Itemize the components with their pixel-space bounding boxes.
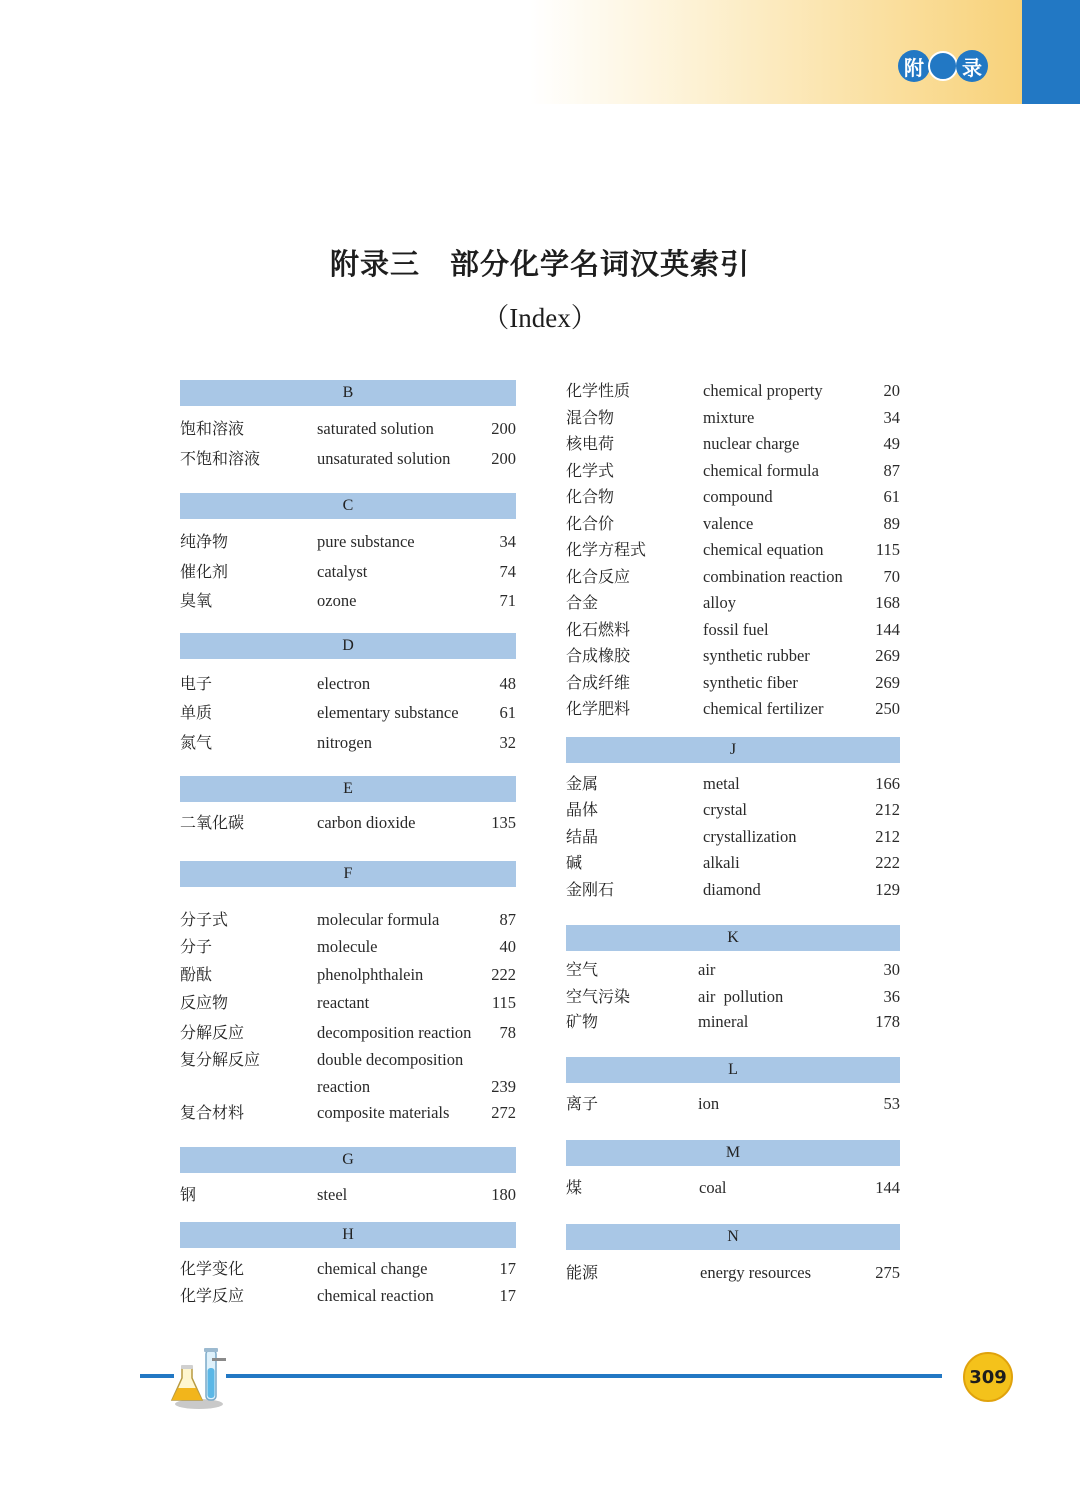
entry-zh: 核电荷 (566, 434, 615, 453)
index-group-g (180, 1147, 516, 1209)
entry-en: alkali (703, 853, 740, 872)
letter-bar: K (566, 925, 900, 951)
entry-zh: 空气污染 (566, 986, 631, 1006)
entry-en: coal (699, 1177, 727, 1197)
entry-en: phenolphthalein (317, 964, 424, 984)
letter-bar: M (566, 1140, 900, 1166)
entry-zh: 分解反应 (180, 1022, 245, 1042)
entry-page: 269 (875, 672, 900, 692)
footer-rule (226, 1374, 942, 1378)
index-column-left (180, 378, 516, 1309)
entry-page: 144 (875, 619, 900, 639)
index-entry (566, 797, 900, 824)
appendix-section-tab (898, 50, 988, 82)
page-title: 附录三 部分化学名词汉英索引 (329, 247, 750, 281)
entry-zh: 复合材料 (180, 1103, 245, 1122)
entry-en: chemical equation (703, 540, 824, 559)
entry-zh: 复分解反应 (180, 1050, 261, 1069)
entry-page: 87 (499, 909, 516, 929)
entry-zh: 空气 (566, 960, 599, 979)
letter-bar: G (180, 1147, 516, 1173)
index-entry (180, 446, 516, 473)
entry-en: composite materials (317, 1103, 450, 1122)
letter-bar: F (180, 861, 516, 887)
entry-en: valence (703, 513, 754, 533)
entry-en: diamond (703, 879, 761, 899)
index-group-h (180, 1222, 516, 1309)
letter-bar: J (566, 737, 900, 763)
index-entry (180, 529, 516, 556)
entry-zh: 酚酞 (180, 964, 213, 984)
entry-zh: 金属 (566, 773, 599, 793)
index-entry (566, 511, 900, 538)
entry-zh: 能源 (566, 1263, 599, 1282)
header-blue-strip (1022, 0, 1080, 104)
entry-en: double decomposition reaction (317, 1050, 464, 1096)
index-entry (566, 643, 900, 670)
index-group-m (566, 1140, 900, 1202)
index-group-l (566, 1057, 900, 1118)
entry-en: energy resources (700, 1263, 812, 1282)
entry-en: nitrogen (317, 732, 372, 752)
index-entry (180, 588, 516, 615)
index-entry (180, 700, 516, 727)
entry-en: mixture (703, 407, 755, 427)
entry-page: 135 (491, 813, 516, 832)
index-entry (566, 590, 900, 617)
index-entry (566, 850, 900, 877)
lab-flask-icon (168, 1344, 230, 1410)
entry-en: unsaturated solution (317, 448, 451, 468)
entry-en: chemical property (703, 381, 823, 400)
index-entry (180, 1047, 516, 1100)
index-entry (180, 671, 516, 698)
entry-en: nuclear charge (703, 434, 800, 453)
index-entry (566, 670, 900, 697)
entry-zh: 混合物 (566, 407, 615, 427)
entry-en: crystal (703, 800, 747, 819)
entry-page: 74 (499, 561, 516, 581)
tab-dot-icon (928, 51, 958, 81)
entry-page: 78 (499, 1022, 516, 1042)
entry-en: chemical formula (703, 460, 819, 480)
index-entry (566, 771, 900, 798)
letter-bar: N (566, 1224, 900, 1250)
entry-en: chemical reaction (317, 1285, 434, 1305)
entry-page: 115 (491, 993, 516, 1012)
tab-char-1: 附 (898, 50, 930, 82)
entry-page: 34 (883, 407, 900, 427)
index-group-j (566, 737, 900, 904)
entry-zh: 化石燃料 (566, 619, 631, 639)
entry-en: electron (317, 673, 371, 693)
entry-en: alloy (703, 593, 736, 612)
index-entry (566, 824, 900, 851)
entry-zh: 氮气 (180, 732, 213, 752)
entry-page: 34 (499, 532, 516, 551)
entry-zh: 反应物 (180, 993, 229, 1012)
letter-bar: H (180, 1222, 516, 1248)
tab-char-2: 录 (956, 50, 988, 82)
entry-en: steel (317, 1184, 348, 1204)
entry-en: catalyst (317, 561, 368, 581)
entry-page: 115 (875, 540, 900, 559)
index-entry (566, 1175, 900, 1202)
letter-bar: E (180, 776, 516, 802)
entry-en: molecule (317, 937, 378, 956)
entry-en: synthetic rubber (703, 646, 810, 665)
entry-zh: 矿物 (566, 1011, 599, 1031)
entry-page: 222 (491, 964, 516, 984)
entry-zh: 煤 (566, 1177, 583, 1197)
entry-zh: 化学肥料 (566, 699, 631, 718)
entry-en: pure substance (317, 532, 415, 551)
entry-en: carbon dioxide (317, 813, 416, 832)
index-entry (566, 378, 900, 405)
entry-en: metal (703, 773, 740, 793)
entry-page: 239 (491, 1076, 516, 1096)
entry-zh: 单质 (180, 703, 213, 722)
index-entry (566, 537, 900, 564)
index-entry (566, 484, 900, 511)
entry-page: 272 (491, 1103, 516, 1122)
entry-en: ion (698, 1094, 720, 1113)
entry-en: synthetic fiber (703, 672, 798, 692)
entry-page: 17 (499, 1259, 516, 1278)
entry-zh: 化学方程式 (566, 540, 647, 559)
index-entry (180, 1256, 516, 1283)
index-group-h-continued (566, 378, 900, 723)
entry-zh: 催化剂 (180, 561, 229, 581)
entry-zh: 结晶 (566, 826, 599, 846)
entry-zh: 化学反应 (180, 1285, 245, 1305)
index-entry (566, 1091, 900, 1118)
index-entry (180, 934, 516, 961)
entry-zh: 化合反应 (566, 566, 631, 586)
entry-page: 70 (883, 566, 900, 586)
entry-page: 48 (499, 673, 516, 693)
entry-zh: 臭氧 (180, 591, 213, 610)
index-group-e (180, 776, 516, 837)
index-entry (566, 984, 900, 1009)
entry-zh: 碱 (566, 853, 583, 872)
entry-page: 269 (875, 646, 900, 665)
entry-page: 71 (499, 591, 516, 610)
index-entry (180, 962, 516, 989)
index-entry (566, 405, 900, 432)
index-entry (566, 617, 900, 644)
entry-en: fossil fuel (703, 619, 769, 639)
index-group-f (180, 861, 516, 1127)
entry-zh: 饱和溶液 (180, 419, 245, 438)
entry-page: 275 (875, 1263, 900, 1282)
index-entry (180, 907, 516, 934)
index-entry (180, 730, 516, 757)
entry-zh: 纯净物 (180, 532, 229, 551)
entry-en: saturated solution (317, 419, 434, 438)
index-entry (180, 1283, 516, 1310)
entry-en: reactant (317, 993, 370, 1012)
entry-en: crystallization (703, 826, 797, 846)
letter-bar: L (566, 1057, 900, 1083)
letter-bar: D (180, 633, 516, 659)
entry-zh: 化合价 (566, 513, 615, 533)
page-number-badge: 309 (963, 1352, 1013, 1402)
entry-en: chemical fertilizer (703, 699, 824, 718)
entry-en: chemical change (317, 1259, 428, 1278)
entry-zh: 化学式 (566, 460, 615, 480)
entry-page: 17 (499, 1285, 516, 1305)
entry-page: 36 (883, 986, 900, 1006)
index-group-c (180, 493, 516, 615)
entry-page: 40 (499, 937, 516, 956)
index-entry (180, 990, 516, 1017)
index-group-k (566, 925, 900, 1035)
entry-zh: 合金 (566, 593, 599, 612)
entry-page: 20 (883, 381, 900, 400)
entry-page: 87 (883, 460, 900, 480)
index-entry (180, 1020, 516, 1047)
index-entry (566, 696, 900, 723)
index-entry (180, 559, 516, 586)
entry-en: air (698, 960, 716, 979)
index-entry (180, 1182, 516, 1209)
entry-page: 178 (875, 1011, 900, 1031)
entry-page: 49 (883, 434, 900, 453)
entry-zh: 二氧化碳 (180, 813, 245, 832)
entry-zh: 离子 (566, 1094, 599, 1113)
index-group-b (180, 380, 516, 472)
letter-bar: C (180, 493, 516, 519)
entry-en: mineral (698, 1011, 749, 1031)
entry-page: 32 (499, 732, 516, 752)
entry-page: 250 (875, 699, 900, 718)
index-group-d (180, 633, 516, 757)
index-entry (566, 1260, 900, 1287)
entry-zh: 晶体 (566, 800, 599, 819)
entry-zh: 合成橡胶 (566, 646, 631, 665)
entry-zh: 电子 (180, 673, 213, 693)
entry-en: combination reaction (703, 566, 843, 586)
entry-en: air pollution (698, 986, 784, 1006)
entry-page: 61 (499, 703, 516, 722)
entry-page: 200 (491, 448, 516, 468)
index-entry (566, 1009, 900, 1036)
index-entry (566, 957, 900, 984)
entry-zh: 化学变化 (180, 1259, 245, 1278)
entry-en: ozone (317, 591, 357, 610)
entry-zh: 合成纤维 (566, 672, 631, 692)
index-column-right (566, 378, 900, 1287)
entry-zh: 分子 (180, 937, 213, 956)
entry-en: decomposition reaction (317, 1022, 472, 1042)
entry-zh: 金刚石 (566, 879, 615, 899)
index-entry (180, 810, 516, 837)
letter-bar: B (180, 380, 516, 406)
entry-zh: 钢 (180, 1184, 197, 1204)
entry-page: 180 (491, 1184, 516, 1204)
entry-zh: 化合物 (566, 487, 615, 506)
entry-page: 129 (875, 879, 900, 899)
page-subtitle: （Index） (482, 303, 598, 333)
entry-page: 200 (491, 419, 516, 438)
entry-zh: 不饱和溶液 (180, 448, 261, 468)
entry-zh: 化学性质 (566, 381, 631, 400)
entry-page: 89 (883, 513, 900, 533)
index-entry (566, 877, 900, 904)
index-entry (180, 416, 516, 443)
index-entry (180, 1100, 516, 1127)
index-entry (566, 431, 900, 458)
index-group-n (566, 1224, 900, 1287)
entry-page: 61 (883, 487, 900, 506)
index-entry (566, 564, 900, 591)
entry-page: 166 (875, 773, 900, 793)
entry-page: 53 (883, 1094, 900, 1113)
entry-page: 144 (875, 1177, 900, 1197)
entry-en: molecular formula (317, 909, 440, 929)
entry-zh: 分子式 (180, 909, 229, 929)
entry-page: 222 (875, 853, 900, 872)
entry-page: 212 (875, 800, 900, 819)
entry-page: 212 (875, 826, 900, 846)
entry-page: 168 (875, 593, 900, 612)
index-entry (566, 458, 900, 485)
entry-en: compound (703, 487, 773, 506)
entry-page: 30 (883, 960, 900, 979)
entry-en: elementary substance (317, 703, 459, 722)
